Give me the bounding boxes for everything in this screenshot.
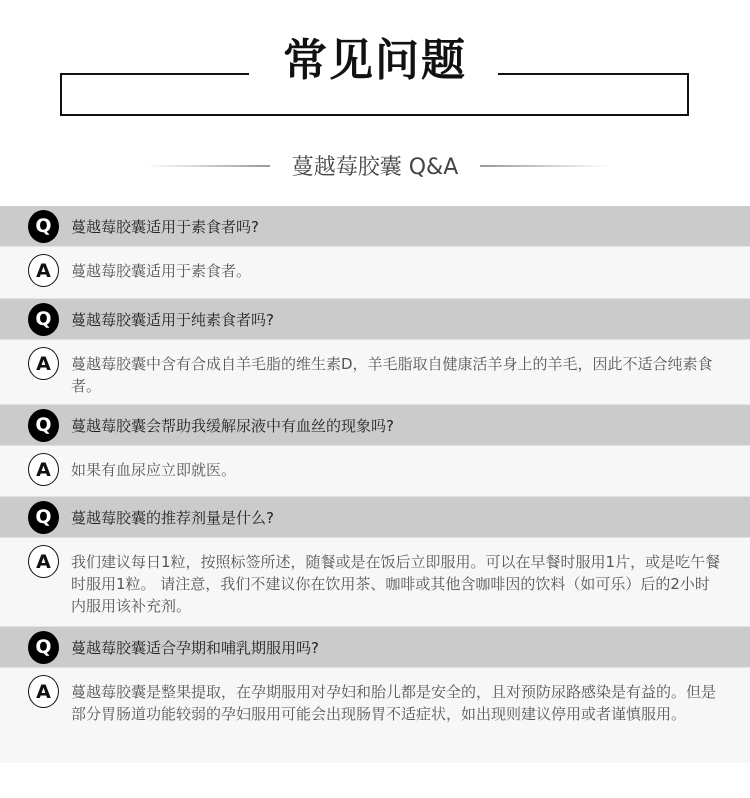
q-icon: Q — [28, 501, 59, 534]
q-icon: Q — [28, 409, 59, 442]
q-icon: Q — [28, 631, 59, 664]
question-text: 蔓越莓胶囊适合孕期和哺乳期服用吗? — [71, 638, 319, 657]
page-title: 常见问题 — [283, 35, 467, 86]
faq-question — [0, 405, 750, 446]
q-icon: Q — [28, 303, 59, 336]
faq-answer — [0, 340, 750, 405]
q-icon: Q — [28, 210, 59, 243]
faq-answer — [0, 446, 750, 497]
faq-question — [0, 299, 750, 340]
faq-answer — [0, 247, 750, 299]
faq-list — [0, 206, 750, 763]
question-text: 蔓越莓胶囊适用于纯素食者吗? — [71, 310, 274, 329]
faq-answer — [0, 668, 750, 763]
question-text: 蔓越莓胶囊的推荐剂量是什么? — [71, 508, 274, 527]
a-icon: A — [28, 545, 59, 578]
faq-question — [0, 497, 750, 538]
faq-answer — [0, 538, 750, 627]
question-text: 蔓越莓胶囊会帮助我缓解尿液中有血丝的现象吗? — [71, 416, 394, 435]
question-text: 蔓越莓胶囊适用于素食者吗? — [71, 217, 259, 236]
answer-text: 蔓越莓胶囊中含有合成自羊毛脂的维生素D，羊毛脂取自健康活羊身上的羊毛，因此不适合纯素食者。 — [71, 355, 713, 395]
section-subtitle: 蔓越莓胶囊 Q&A — [291, 155, 459, 180]
faq-question — [0, 627, 750, 668]
a-icon: A — [28, 453, 59, 486]
a-icon: A — [28, 347, 59, 380]
a-icon: A — [28, 675, 59, 708]
answer-text: 如果有血尿应立即就医。 — [71, 461, 237, 479]
answer-text: 我们建议每日1粒，按照标签所述，随餐或是在饭后立即服用。可以在早餐时服用1片，或是吃午餐时服用1粒。 请注意，我们不建议你在饮用茶、咖啡或其他含咖啡因的饮料（如可乐）后的2小时内服用该补充剂。 — [71, 553, 721, 615]
answer-text: 蔓越莓胶囊是整果提取，在孕期服用对孕妇和胎儿都是安全的，且对预防尿路感染是有益的。但是部分胃肠道功能较弱的孕妇服用可能会出现肠胃不适症状，如出现则建议停用或者谨慎服用。 — [71, 683, 717, 723]
answer-text: 蔓越莓胶囊适用于素食者。 — [71, 262, 252, 280]
a-icon: A — [28, 254, 59, 287]
faq-question — [0, 206, 750, 247]
